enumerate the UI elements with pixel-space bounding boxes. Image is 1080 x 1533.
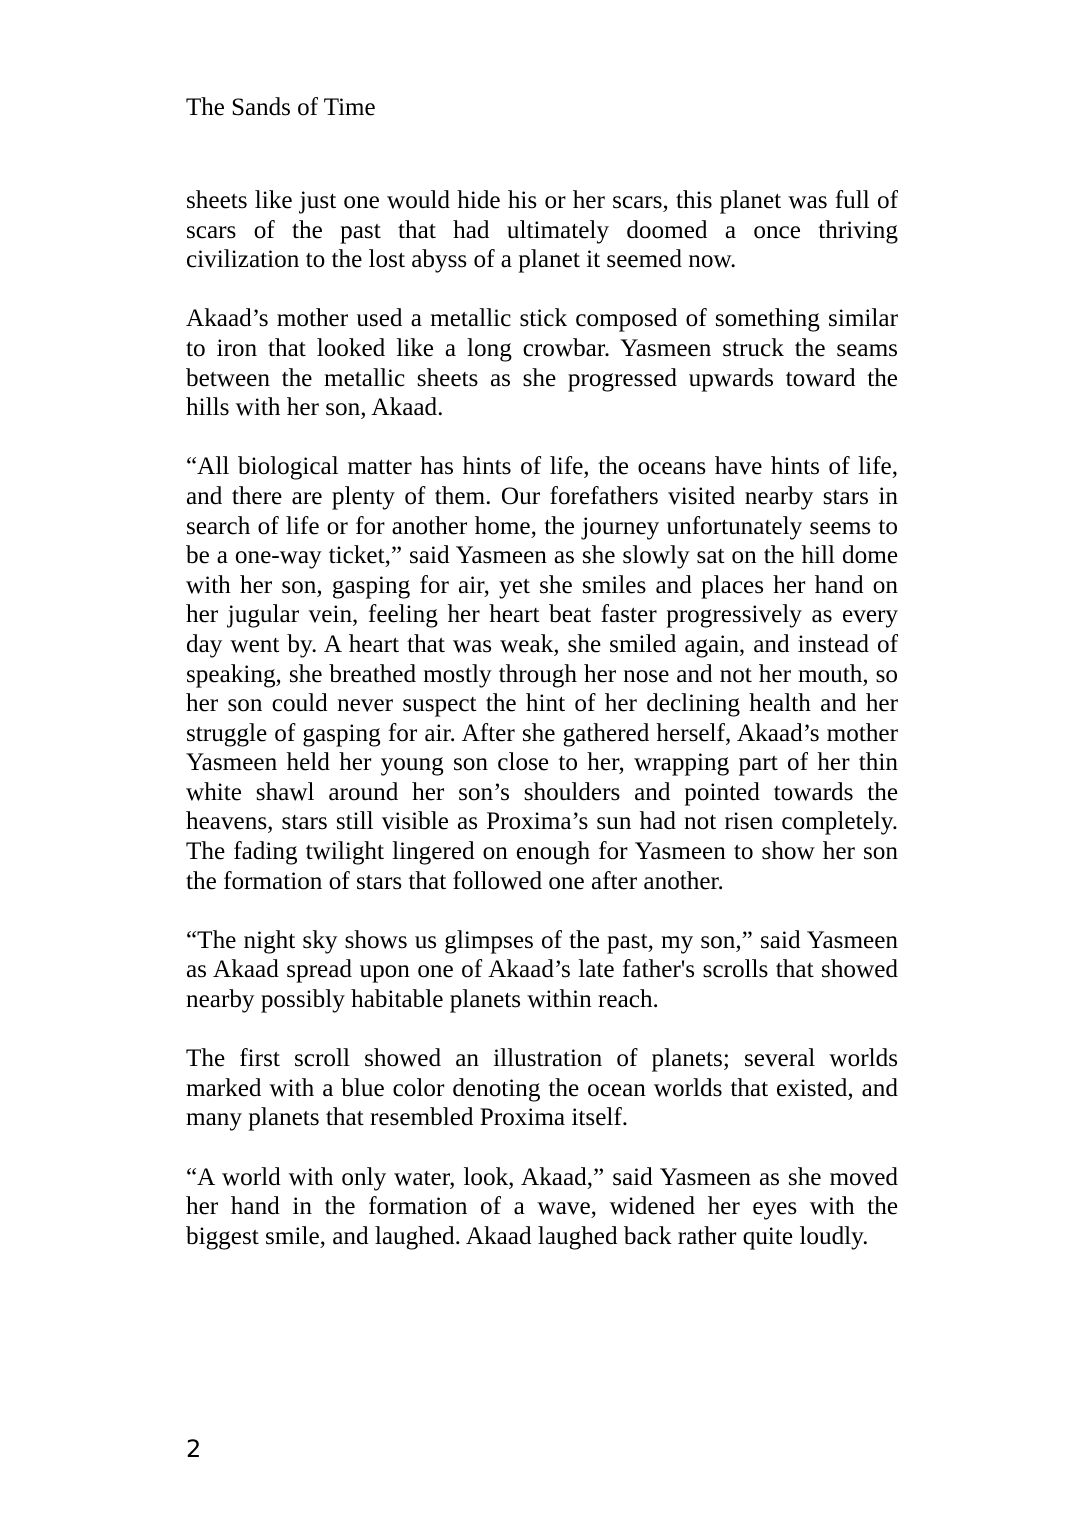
paragraph-2: Akaad’s mother used a metallic stick composed of something similar to iron that looked like a long crowbar. Yasmeen struck the seams between the metallic sheets as she progressed upwards toward the hills with her son, Akaad. (186, 305, 898, 422)
page-number: 2 (186, 1435, 202, 1463)
paragraph-4: “The night sky shows us glimpses of the past, my son,” said Yasmeen as Akaad spread upon one of Akaad’s late father's scrolls that showed nearby possibly habitable planets within reach. (186, 926, 898, 1014)
body-text (186, 186, 898, 1281)
paragraph-5: The first scroll showed an illustration of planets; several worlds marked with a blue color denoting the ocean worlds that existed, and many planets that resembled Proxima itself. (186, 1045, 898, 1132)
running-header-title: The Sands of Time (186, 94, 376, 121)
paragraph-3: “All biological matter has hints of life, the oceans have hints of life, and there are plenty of them. Our forefathers visited nearby stars in search of life or for another home, the journey unfortunately seems to be a one-way ticket,” said Yasmeen as she slowly sat on the hill dome with her son, gasping for air, yet she smiles and places her hand on her jugular vein, feeling her heart beat faster progressively as every day went by. A heart that was weak, she smiled again, and instead of speaking, she breathed mostly through her nose and not her mouth, so her son could never suspect the hint of her declining health and her struggle of gasping for air. After she gathered herself, Akaad’s mother Yasmeen held her young son close to her, wrapping part of her thin white shawl around her son’s shoulders and pointed towards the heavens, stars still visible as Proxima’s sun had not risen completely. The fading twilight lingered on enough for Yasmeen to show her son the formation of stars that followed one after another. (186, 453, 898, 895)
paragraph-1: sheets like just one would hide his or her scars, this planet was full of scars of the past that had ultimately doomed a once thriving civilization to the lost abyss of a planet it seemed now. (186, 187, 898, 274)
paragraph-6: “A world with only water, look, Akaad,” said Yasmeen as she moved her hand in the formation of a wave, widened her eyes with the biggest smile, and laughed. Akaad laughed back rather quite loudly. (186, 1163, 898, 1250)
